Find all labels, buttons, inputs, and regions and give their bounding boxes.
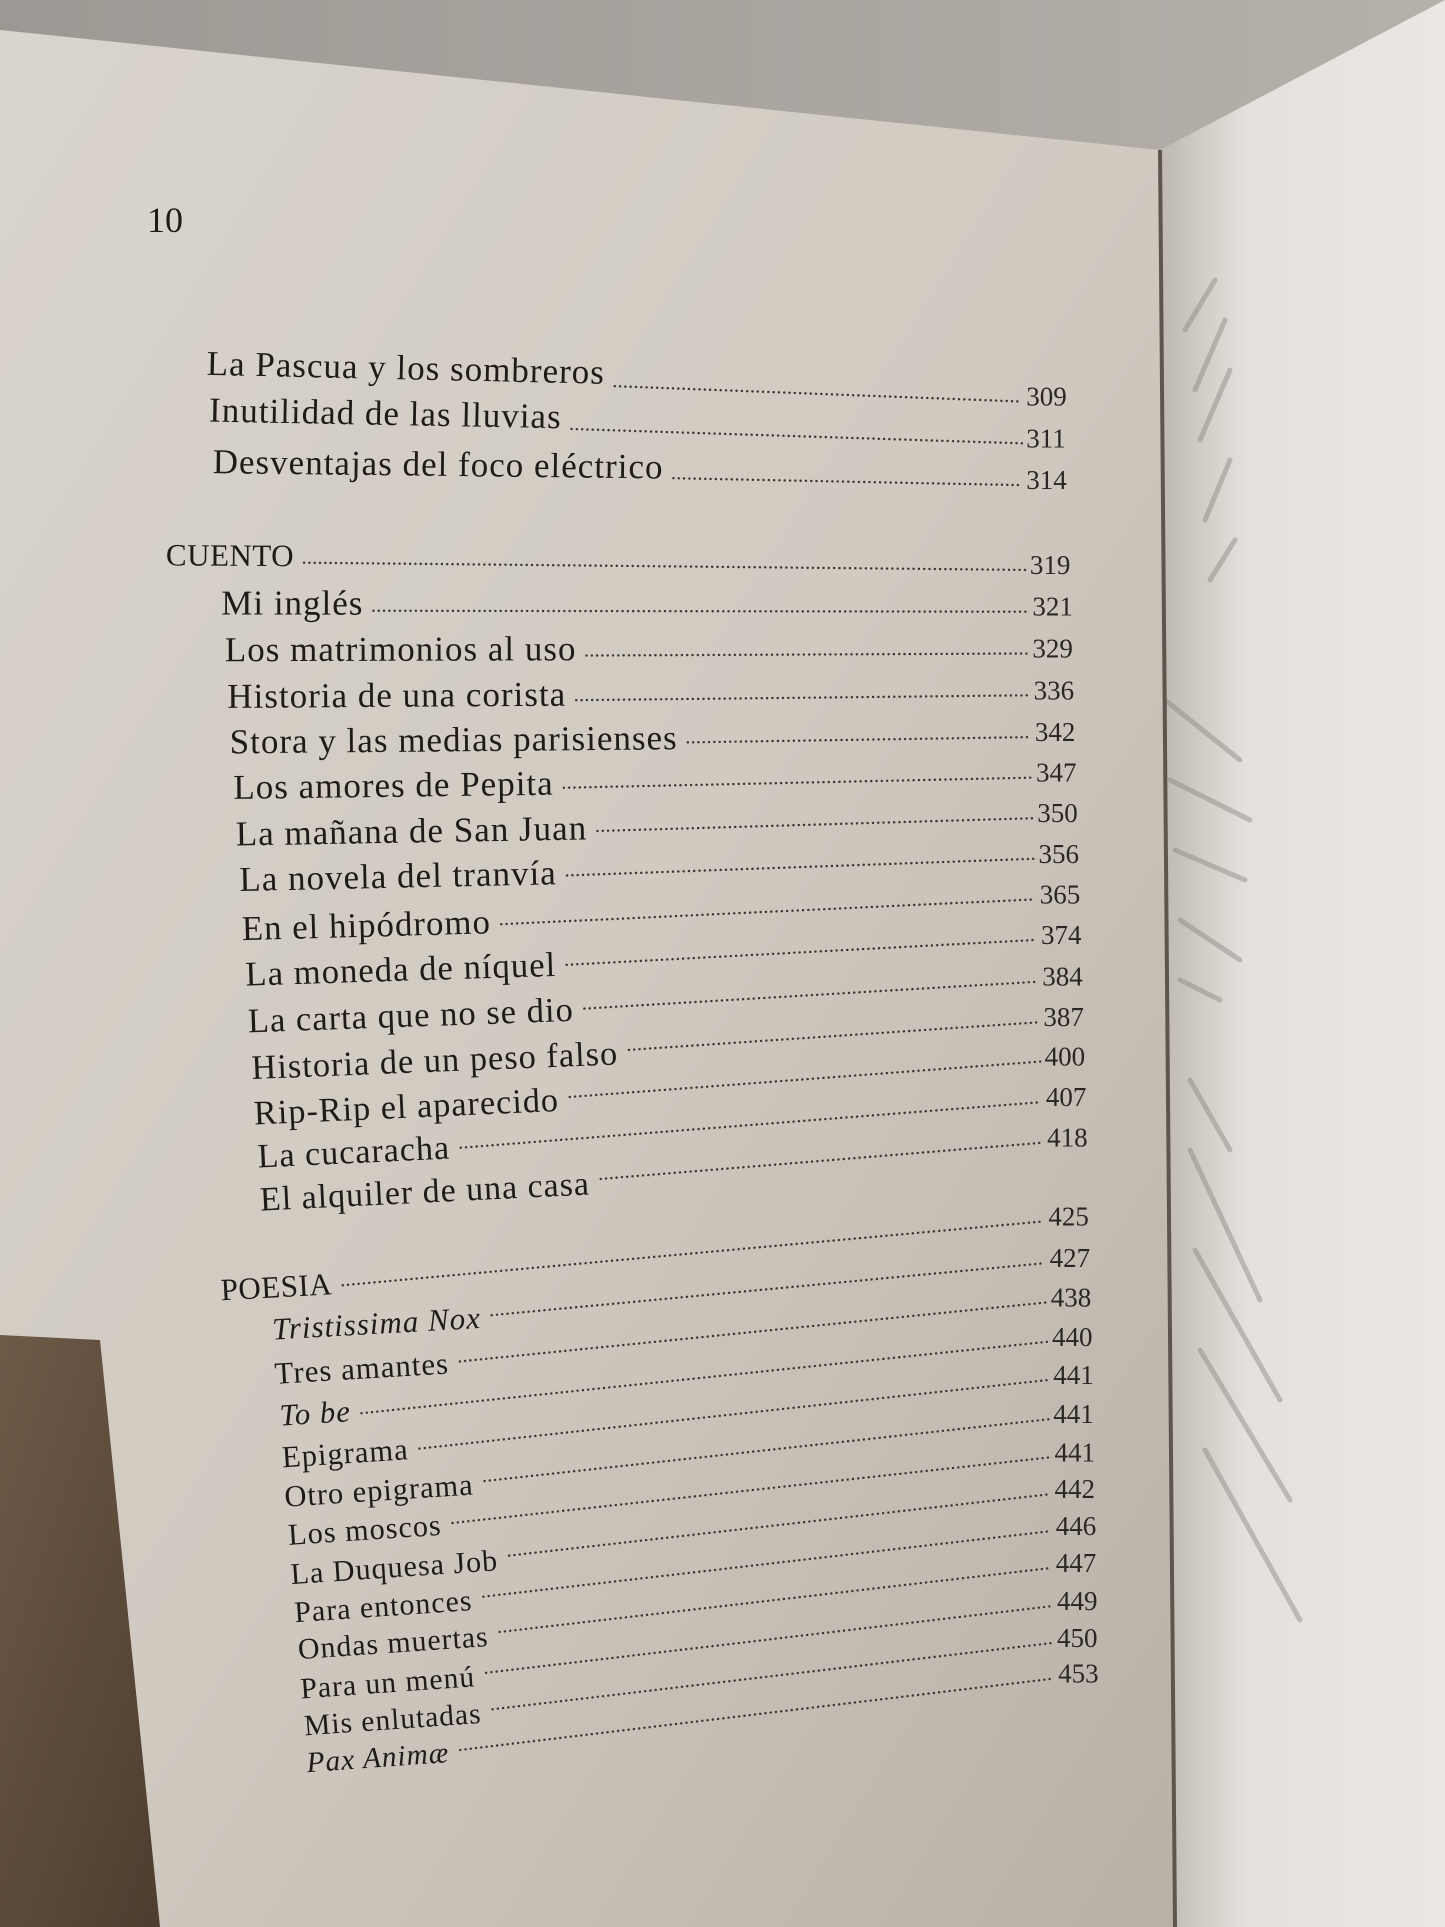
toc-entry-page: 427	[1049, 1243, 1091, 1274]
toc-entry-page: 441	[1053, 1359, 1094, 1390]
page-number: 10	[147, 200, 183, 240]
toc-entry-title: Rip-Rip el aparecido	[253, 1080, 560, 1133]
toc-entry-title: Tres amantes	[273, 1346, 450, 1391]
toc-entry-page: 387	[1043, 1002, 1084, 1033]
left-page	[0, 30, 1175, 1927]
toc-entry-page: 440	[1052, 1321, 1093, 1352]
toc-entry-title: La carta que no se dio	[247, 990, 575, 1041]
toc-entry-title: La Duquesa Job	[289, 1543, 500, 1592]
toc-entry-title: CUENTO	[165, 537, 295, 574]
toc-entry-page: 342	[1034, 717, 1076, 748]
toc-entry-page: 449	[1056, 1585, 1098, 1616]
toc-entry-page: 347	[1036, 757, 1077, 788]
toc-entry-page: 309	[1026, 381, 1067, 412]
toc-entry-page: 400	[1044, 1041, 1086, 1072]
toc-entry-title: Los matrimonios al uso	[224, 629, 577, 670]
toc-entry-title: En el hipódromo	[241, 902, 492, 949]
toc-entry-title: Mis enlutadas	[303, 1697, 483, 1743]
right-page	[1160, 0, 1445, 1927]
toc-entry-title: La novela del tranvía	[238, 853, 558, 900]
toc-entry-title: Tristissima Nox	[271, 1299, 482, 1347]
toc-entry-title: Pax Animæ	[305, 1737, 451, 1780]
toc-entry-page: 365	[1039, 879, 1081, 910]
toc-entry-page: 446	[1055, 1511, 1097, 1542]
toc-entry-page: 321	[1032, 591, 1073, 622]
toc-entry-title: Para entonces	[293, 1584, 474, 1630]
toc-entry-page: 374	[1040, 919, 1082, 950]
toc-entry-page: 442	[1054, 1474, 1095, 1505]
toc-entry-page: 447	[1055, 1547, 1097, 1578]
toc-entry-page: 441	[1053, 1399, 1094, 1430]
toc-entry-title: Stora y las medias parisienses	[229, 718, 678, 762]
toc-entry-page: 350	[1037, 798, 1078, 829]
toc-entry-page: 329	[1032, 633, 1073, 664]
toc-entry-page: 438	[1050, 1282, 1092, 1313]
toc-entry-title: Inutilidad de las lluvias	[208, 390, 563, 437]
toc-entry-title: Epigrama	[280, 1432, 410, 1475]
toc-entry-title: Los moscos	[287, 1507, 443, 1552]
toc-entry-title: Los amores de Pepita	[233, 763, 554, 807]
toc-entry-title: La moneda de níquel	[244, 944, 557, 994]
toc-entry-page: 407	[1045, 1082, 1087, 1113]
toc-entry-title: To be	[278, 1394, 352, 1433]
toc-entry-page: 319	[1029, 549, 1071, 580]
toc-entry-title: Desventajas del foco eléctrico	[212, 442, 664, 487]
toc-entry-page: 453	[1058, 1658, 1099, 1689]
toc-entry-page: 450	[1056, 1622, 1098, 1653]
toc-entry-title: Mi inglés	[221, 583, 364, 623]
toc-entry-title: Ondas muertas	[296, 1620, 490, 1667]
toc-entry-title: Para un menú	[299, 1661, 477, 1706]
toc-entry-title: El alquiler de una casa	[259, 1165, 591, 1219]
toc-entry-page: 418	[1047, 1122, 1088, 1153]
toc-entry-page: 384	[1042, 961, 1083, 992]
toc-entry-title: Historia de un peso falso	[250, 1034, 619, 1088]
toc-entry-page: 441	[1054, 1437, 1095, 1468]
toc-entry-title: Otro epigrama	[283, 1467, 475, 1514]
toc-entry-title: Historia de una corista	[227, 674, 567, 716]
toc-entry-title: La mañana de San Juan	[235, 808, 588, 854]
toc-entry-title: POESIA	[219, 1266, 333, 1308]
toc-entry-page: 311	[1026, 423, 1066, 454]
toc-entry-page: 314	[1026, 465, 1067, 496]
toc-entry-title: La Pascua y los sombreros	[206, 343, 606, 392]
toc-entry-page: 425	[1048, 1201, 1089, 1232]
toc-entry-title: La cucaracha	[256, 1129, 451, 1176]
toc-entry-page: 356	[1038, 838, 1080, 869]
toc-entry-page: 336	[1033, 675, 1075, 706]
